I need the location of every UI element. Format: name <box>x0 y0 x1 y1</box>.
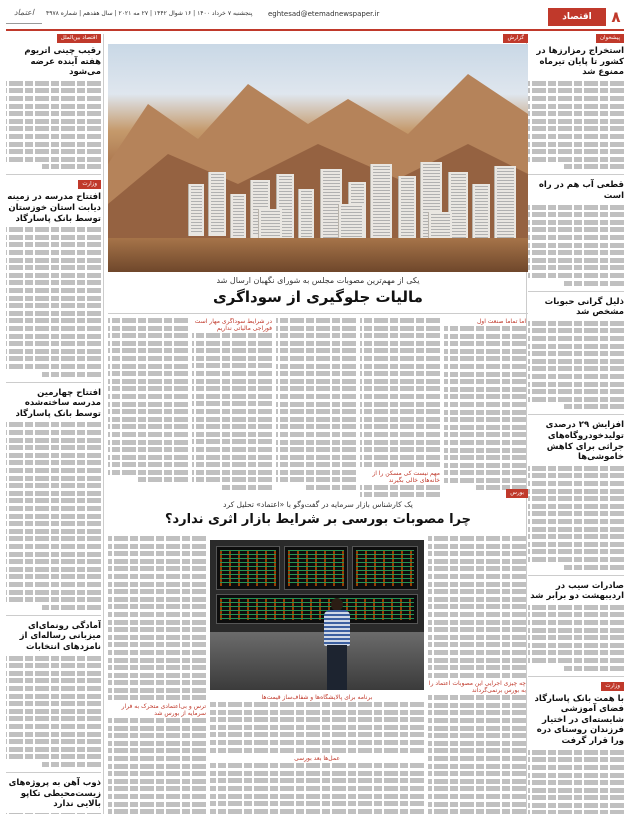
article-body <box>6 422 101 609</box>
person-figure <box>322 598 352 690</box>
article-body <box>528 321 624 410</box>
middle-subhead: چه چیزی اجرایی این مصوبات اعتماد را به بورس برنمی‌گرداند <box>428 680 526 695</box>
article-body <box>6 813 101 814</box>
issue-date: پنجشنبه ۷ خرداد ۱۴۰۰ | ۱۶ شوال ۱۴۴۲ | ۲۷ مه ۲۰۲۱ | سال هفدهم | شماره ۴۹۷۸ <box>46 10 253 17</box>
middle-tag: بورس <box>108 489 528 499</box>
page-header <box>6 6 624 28</box>
lead-body-col-2 <box>360 318 440 498</box>
news-headline: افتتاح چهارمین مدرسه ساخته‌شده توسط بانک پاسارگاد <box>15 387 101 419</box>
news-headline: با همت بانک پاسارگاد فضای آموزشی شایسته‌ای در اختیار فرزندان روستای دره ورا قرار گرفت <box>534 693 624 747</box>
news-headline: ذوب آهن به پروژه‌های زیست‌محیطی تکاپو بالایی ندارد <box>8 777 101 810</box>
article-body <box>528 605 624 671</box>
lead-subhead: مهم نیست کی مسکن را از خانه‌های خالی بگیرند <box>372 469 440 484</box>
middle-body-col-1 <box>428 536 526 814</box>
middle-kicker: یک کارشناس بازار سرمایه در گفت‌وگو با «اعتماد» تحلیل کرد <box>223 500 413 509</box>
lead-photo <box>108 44 528 272</box>
page-number: ۸ <box>611 8 621 26</box>
article-body <box>528 205 624 286</box>
article-body <box>528 750 624 814</box>
middle-subhead: ترس و بی‌اعتمادی متحرک به فرار سرمایه از بورس شد <box>121 703 206 718</box>
article-body <box>6 656 101 767</box>
lead-body-col-3 <box>276 318 356 498</box>
news-headline: صادرات سیب در اردیبهشت دو برابر شد <box>530 580 624 602</box>
right-column <box>528 34 624 814</box>
column-divider <box>103 34 104 814</box>
article-body <box>528 81 624 170</box>
news-headline: ذلیل گرانی حبوبات مشخص شد <box>544 296 624 318</box>
news-headline: آمادگی رونمای‌ای میزبانی رساله‌ای از نامزدهای انتخابات <box>19 620 101 652</box>
middle-photo <box>210 540 424 690</box>
section-badge: اقتصاد <box>548 8 606 26</box>
news-headline: قطعی آب هم در راه است <box>538 180 624 202</box>
lead-rule <box>108 313 528 314</box>
article-body <box>6 81 101 170</box>
section-tag: وزارت <box>6 180 101 189</box>
section-email: eghtesad@etemadnewspaper.ir <box>268 10 380 18</box>
middle-subhead: عمل‌ها بعد بورسی <box>294 755 340 763</box>
lead-body-col-4 <box>192 318 272 498</box>
middle-headline: چرا مصوبات بورسی بر شرایط بازار اثری ندارد؟ <box>164 512 472 527</box>
lead-headline: مالیات جلوگیری از سوداگری <box>213 288 423 306</box>
middle-subhead: برنامه برای پالایشگاه‌ها و شفاف‌ساز قیمت‌ها <box>261 694 373 701</box>
news-headline: رقیب چینی اتریوم هفته آینده عرضه می‌شود <box>24 46 101 78</box>
article-body <box>6 227 101 376</box>
lead-kicker: یکی از مهم‌ترین مصوبات مجلس به شورای نگهبان ارسال شد <box>216 276 420 285</box>
section-tag: پیشخوان <box>528 34 624 43</box>
lead-subhead: اما تماما صنعت اول <box>476 318 526 325</box>
lead-body-col-5 <box>108 318 188 498</box>
middle-body-col-2 <box>108 536 206 814</box>
middle-body-col-3 <box>210 694 424 814</box>
news-headline: افتتاح مدرسه در زمینه دیابت استان خوزستان توسط بانک پاسارگاد <box>7 192 101 224</box>
section-tag: اقتصاد بین‌الملل <box>6 34 101 43</box>
news-headline: افزایش ۲۹ درصدی تولیدخودروگاه‌های جراثی برای کاهش خاموشی‌ها <box>545 420 624 463</box>
left-column <box>6 34 101 814</box>
news-headline: استخراج رمزارزها در کشور تا پایان تیرماه ممنوع شد <box>536 46 624 78</box>
header-rule <box>6 29 624 31</box>
article-body <box>528 466 624 570</box>
lead-tag: گزارش <box>108 34 528 44</box>
newspaper-logo: اعتماد <box>6 8 42 24</box>
section-tag: وزارت <box>528 682 624 691</box>
lead-body-col-1 <box>444 318 526 498</box>
lead-subhead: در شرایط سوداگری مهار است‌ فوراجی مالیاتی نداریم <box>194 318 272 332</box>
